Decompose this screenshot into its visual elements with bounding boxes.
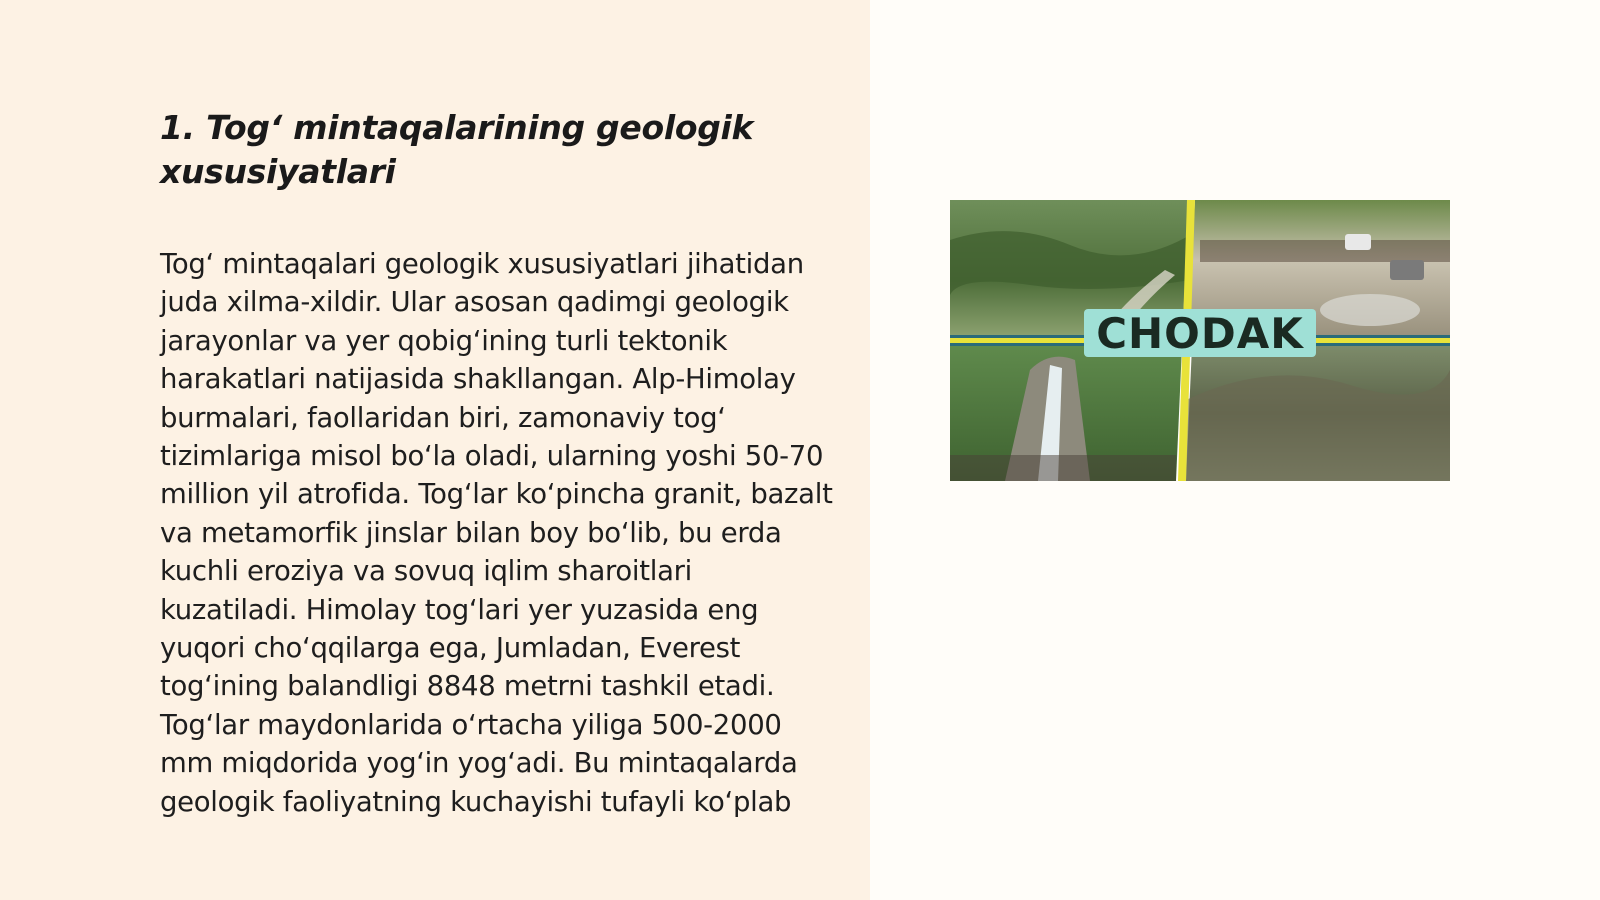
smoke	[1320, 294, 1420, 326]
photo-collage-graphic	[950, 200, 1450, 481]
photo-caption: CHODAK	[1084, 309, 1316, 357]
chodak-photo-collage	[950, 200, 1450, 481]
divider-horizontal-yellow	[950, 338, 1450, 343]
car-1	[1345, 234, 1371, 250]
waterfall-people	[950, 455, 1176, 481]
car-2	[1390, 260, 1424, 280]
slide-heading: 1. Tog‘ mintaqalarining geologik xususiyatlari	[160, 108, 754, 191]
crowd-band	[1200, 240, 1450, 262]
slide-body-text: Tog‘ mintaqalari geologik xususiyatlari jihatidan juda xilma-xildir. Ular asosan qadimgi geologik jarayonlar va yer qobig‘ining turli tektonik harakatlari natijasida shakllangan. Alp-Himolay burmalari, faollaridan biri, zamonaviy tog‘ tizimlariga misol bo‘la oladi, ularning yoshi 50-70 million yil atrofida. Tog‘lar ko‘pincha granit, bazalt va metamorfik jinslar bilan boy bo‘lib, bu erda kuchli eroziya va sovuq iqlim sharoitlari kuzatiladi. Himolay tog‘lari yer yuzasida eng yuqori cho‘qqilarga ega, Jumladan, Everest tog‘ining balandligi 8848 metrni tashkil etadi. Tog‘lar maydonlarida o‘rtacha yiliga 500-2000 mm miqdorida yog‘in yog‘adi. Bu mintaqalarda geologik faoliyatning kuchayishi tufayli ko‘plab	[160, 248, 833, 818]
